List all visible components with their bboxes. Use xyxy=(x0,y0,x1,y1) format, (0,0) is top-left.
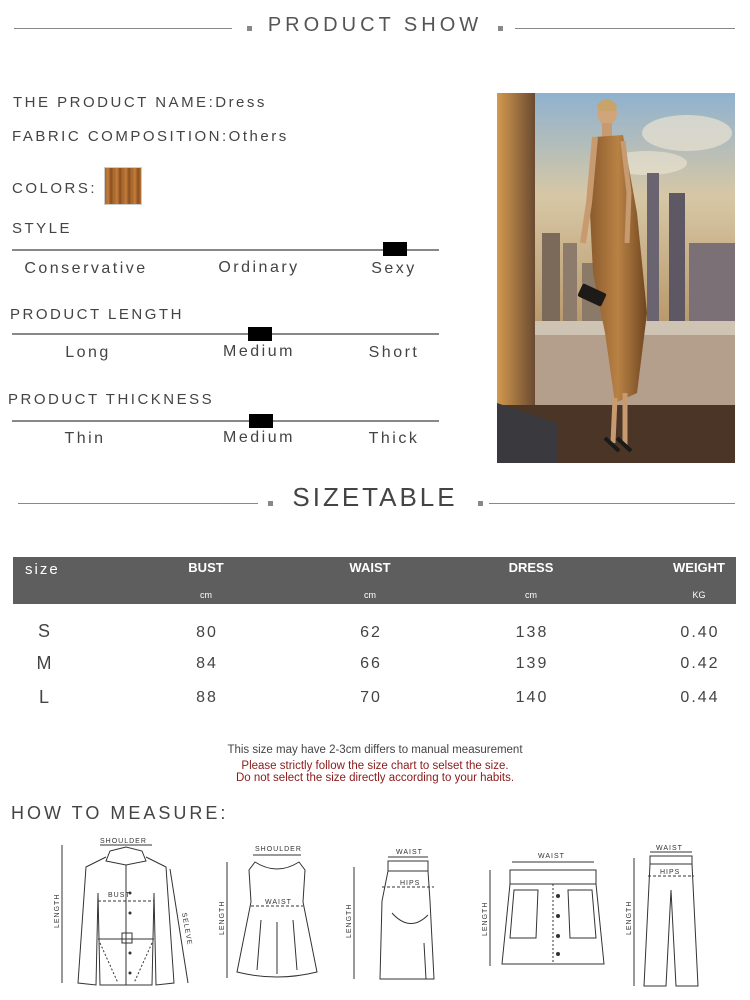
label-length: LENGTH xyxy=(626,900,633,935)
label-length: LENGTH xyxy=(54,893,61,928)
color-swatch[interactable] xyxy=(104,167,142,205)
style-option-conservative: Conservative xyxy=(24,260,148,277)
column-header-dress: DRESS xyxy=(508,560,554,575)
label-hips: HIPS xyxy=(400,880,421,887)
label-waist: WAIST xyxy=(396,849,423,856)
length-scale-line xyxy=(12,333,439,335)
sizetable-rule-right xyxy=(489,503,735,504)
dress-measure-diagram xyxy=(213,840,328,985)
cell-size: L xyxy=(38,687,51,707)
thickness-option-thin: Thin xyxy=(64,430,106,447)
cell-bust: 80 xyxy=(196,624,218,641)
style-option-ordinary: Ordinary xyxy=(218,259,300,276)
cell-bust: 84 xyxy=(196,655,218,672)
cell-dress: 140 xyxy=(515,689,549,706)
note-habits: Do not select the size directly according to your habits. xyxy=(235,772,515,784)
note-measurement: This size may have 2-3cm differs to manual measurement xyxy=(227,744,523,756)
sizetable-title: SIZETABLE xyxy=(292,482,458,512)
cell-weight: 0.42 xyxy=(680,655,720,672)
cell-waist: 62 xyxy=(360,624,382,641)
style-scale-line xyxy=(12,249,439,251)
column-header-waist: WAIST xyxy=(349,560,391,575)
thickness-scale-line xyxy=(12,420,439,422)
length-option-short: Short xyxy=(368,344,420,361)
thickness-option-medium: Medium xyxy=(223,429,295,446)
cell-size: M xyxy=(36,653,54,673)
label-waist: WAIST xyxy=(538,853,565,860)
cell-dress: 138 xyxy=(515,624,549,641)
label-length: LENGTH xyxy=(219,900,226,935)
length-marker xyxy=(248,327,272,341)
colors-label: COLORS: xyxy=(12,180,98,197)
cell-waist: 70 xyxy=(360,689,382,706)
sizetable-dot-right xyxy=(478,501,483,506)
unit-waist: cm xyxy=(364,590,376,600)
product-name: THE PRODUCT NAME:Dress xyxy=(13,94,267,111)
thickness-option-thick: Thick xyxy=(368,430,420,447)
unit-bust: cm xyxy=(200,590,212,600)
cell-dress: 139 xyxy=(515,655,549,672)
unit-dress: cm xyxy=(525,590,537,600)
column-header-size: size xyxy=(25,561,60,578)
jacket-measure-diagram xyxy=(48,833,198,993)
pants-measure-diagram xyxy=(620,840,710,990)
length-option-long: Long xyxy=(65,344,111,361)
thickness-label: PRODUCT THICKNESS xyxy=(8,391,215,408)
column-header-weight: WEIGHT xyxy=(673,560,725,575)
column-header-bust: BUST xyxy=(188,560,224,575)
label-bust: BUST xyxy=(108,892,131,899)
product-photo xyxy=(497,93,735,463)
skirt-measure-diagram xyxy=(340,843,450,985)
note-follow-chart: Please strictly follow the size chart to selset the size. xyxy=(241,760,509,772)
style-label: STYLE xyxy=(12,220,73,237)
cell-weight: 0.40 xyxy=(680,624,720,641)
size-table-header xyxy=(13,557,736,604)
cell-weight: 0.44 xyxy=(680,689,720,706)
label-shoulder: SHOULDER xyxy=(255,846,302,853)
style-option-sexy: Sexy xyxy=(371,260,417,277)
header-dot-right xyxy=(498,26,503,31)
header-rule-right xyxy=(515,28,735,29)
cell-bust: 88 xyxy=(196,689,218,706)
length-option-medium: Medium xyxy=(223,343,295,360)
thickness-marker xyxy=(249,414,273,428)
label-length: LENGTH xyxy=(482,901,489,936)
label-waist: WAIST xyxy=(265,899,292,906)
how-to-measure-title: HOW TO MEASURE: xyxy=(11,803,229,823)
label-waist: WAIST xyxy=(656,845,683,852)
label-length: LENGTH xyxy=(346,903,353,938)
fabric-composition: FABRIC COMPOSITION:Others xyxy=(12,128,289,145)
style-marker xyxy=(383,242,407,256)
label-sleeve: SELEVE xyxy=(180,912,193,947)
unit-weight: KG xyxy=(692,590,706,600)
cell-size: S xyxy=(37,621,52,641)
label-hips: HIPS xyxy=(660,869,681,876)
page-title: PRODUCT SHOW xyxy=(267,14,483,36)
denim-skirt-measure-diagram xyxy=(476,846,616,976)
length-label: PRODUCT LENGTH xyxy=(10,306,184,323)
label-shoulder: SHOULDER xyxy=(100,838,147,845)
cell-waist: 66 xyxy=(360,655,382,672)
